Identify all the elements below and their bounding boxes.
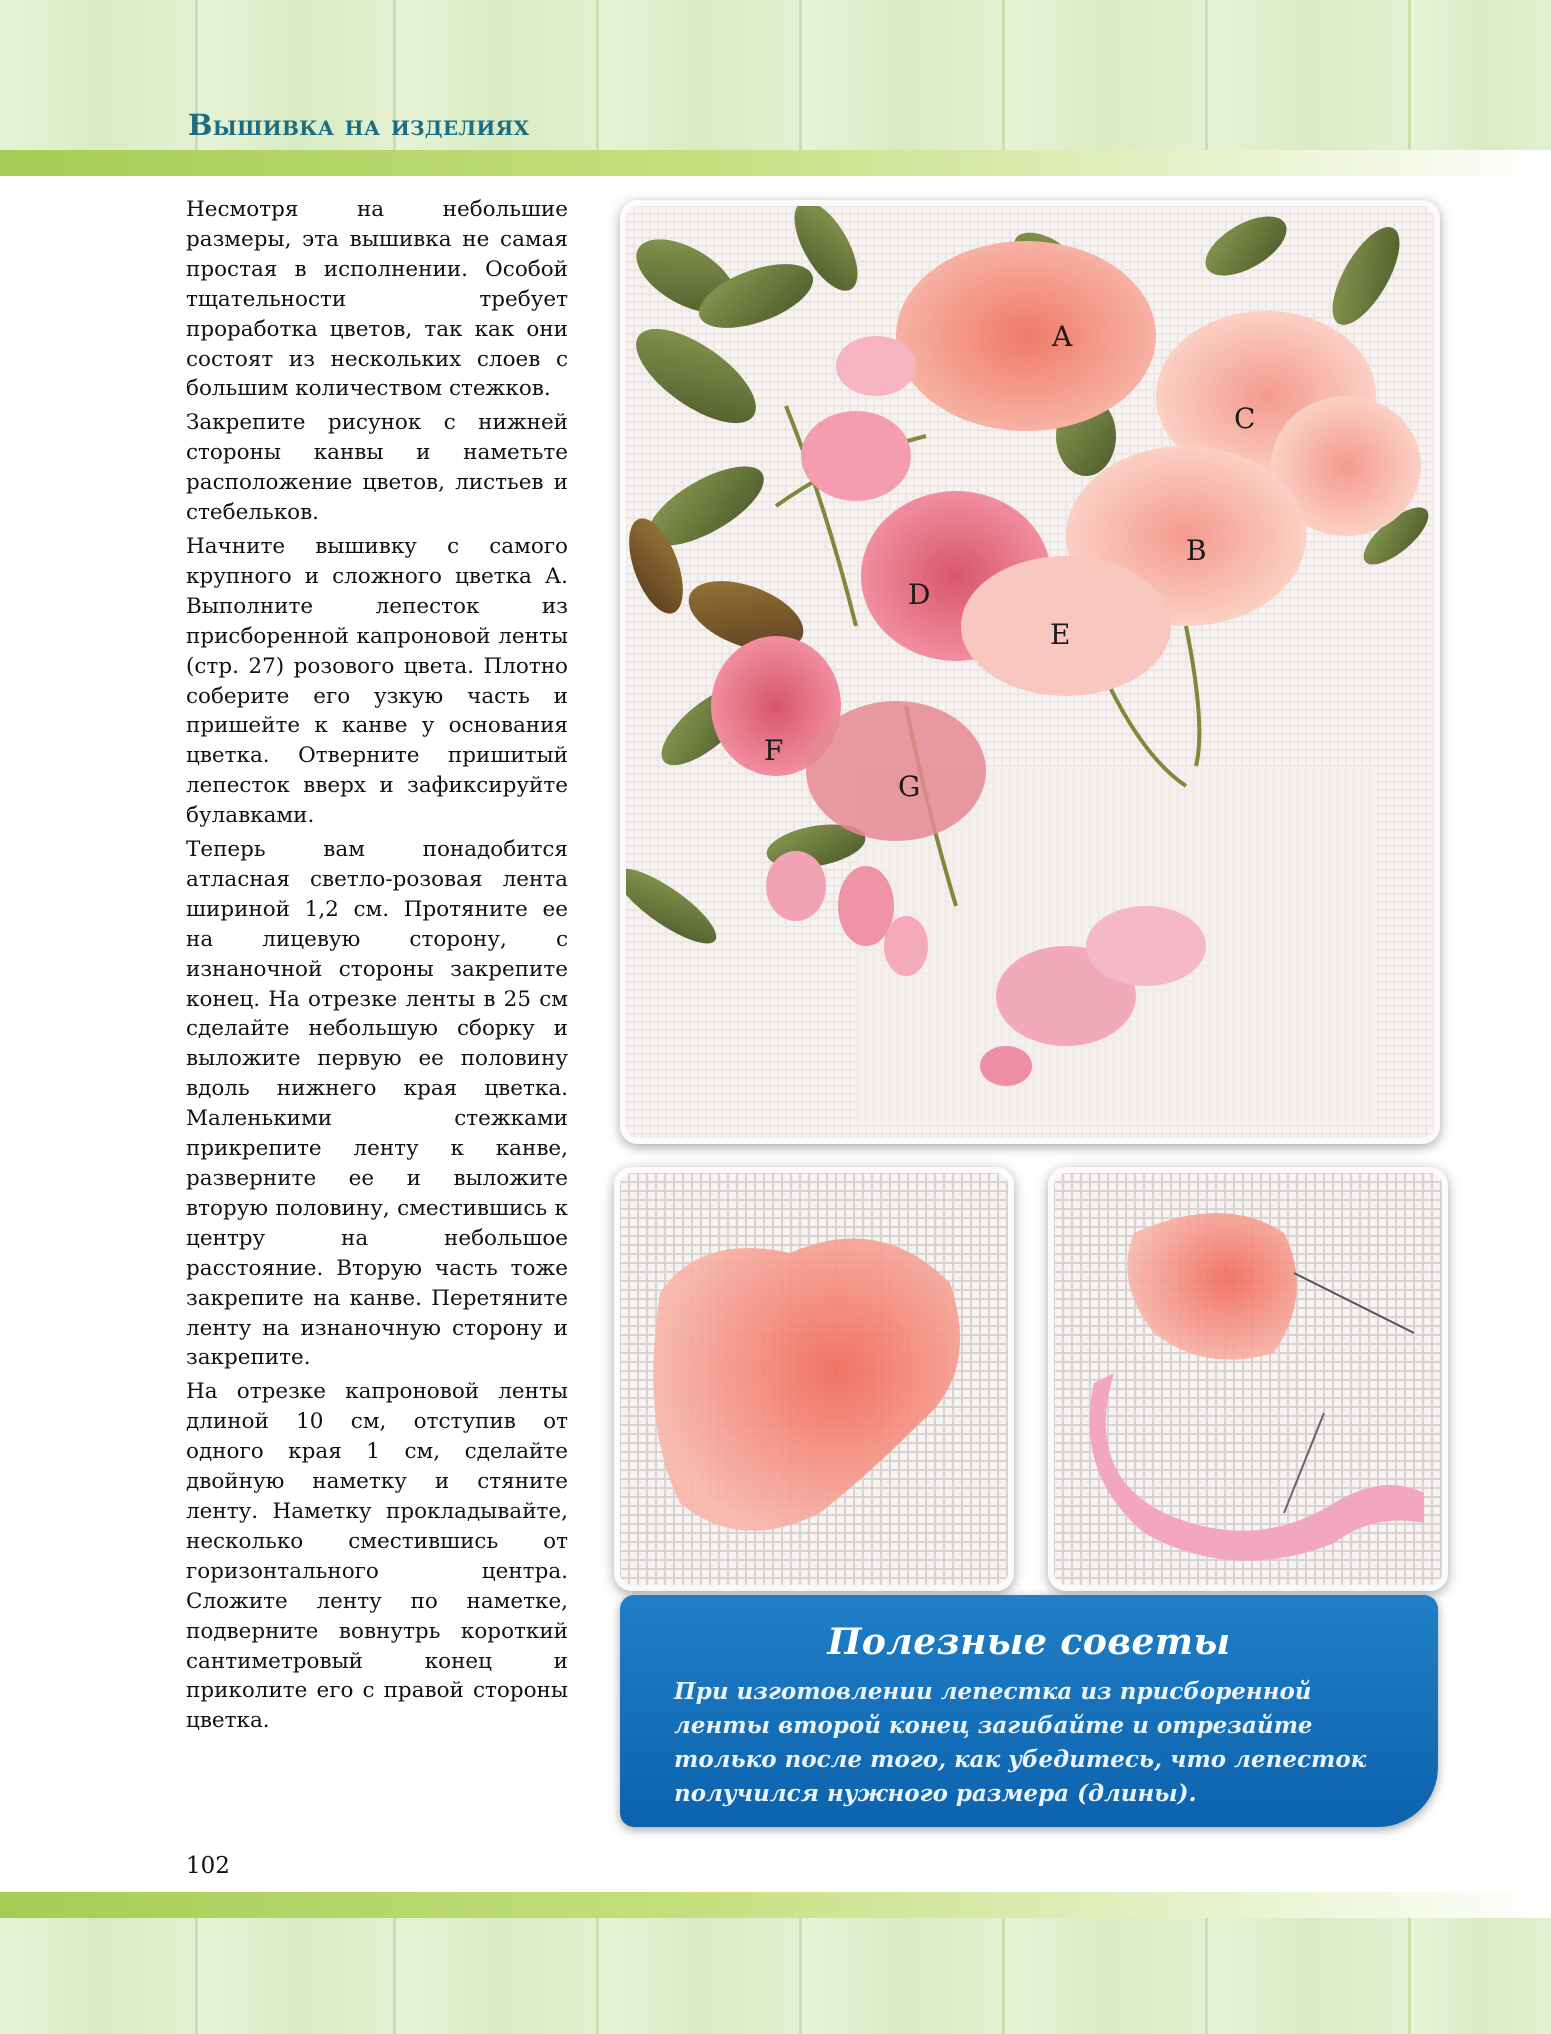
paragraph-5: На отрезке капроновой ленты длиной 10 см, отступив от одного края 1 см, сделайте двойную наметку и стяните ленту. Наметку прокладывайте, несколько сместившись от горизонтального центра. Сложите ленту по наметке, подверните вовнутрь короткий сантиметровый конец и приколите его с правой стороны цветка. (186, 1379, 568, 1734)
flower-label-a: A (1052, 320, 1073, 353)
step-photo-petal (614, 1167, 1014, 1591)
tips-box (620, 1595, 1438, 1827)
step-photo-ribbon (1048, 1167, 1448, 1591)
page-number: 102 (186, 1853, 230, 1879)
body-text (186, 195, 568, 1740)
tips-title: Полезные советы (827, 1621, 1231, 1663)
paragraph-4: Теперь вам понадобится атласная светло-розовая лента шириной 1,2 см. Протяните ее на лицевую сторону, с изнаночной стороны закрепите конец. На отрезке ленты в 25 см сделайте небольшую сборку и выложите первую ее половину вдоль нижнего края цветка. Маленькими стежками прикрепите ленту к канве, разверните ее и выложите вторую половину, сместившись к центру на небольшое расстояние. Вторую часть тоже закрепите на канве. Перетяните ленту на изнаночную сторону и закрепите. (186, 837, 568, 1371)
paragraph-2: Закрепите рисунок с нижней стороны канвы и наметьте расположение цветов, листьев и стебельков. (186, 410, 568, 526)
tips-text: При изготовлении лепестка из присборенной ленты второй конец загибайте и отрезайте только после того, как убедитесь, что лепесток получился нужного размера (длины). (674, 1678, 1367, 1807)
flower-label-b: B (1186, 534, 1207, 567)
flower-label-f: F (764, 734, 784, 767)
paragraph-1: Несмотря на небольшие размеры, эта вышивка не самая простая в исполнении. Особой тщательности требует проработка цветов, так как они состоят из нескольких слоев с большим количеством стежков. (186, 197, 568, 402)
section-title: Вышивка на изделиях (188, 108, 530, 142)
footer-stripe (0, 1892, 1551, 1918)
main-embroidery-photo (620, 200, 1440, 1144)
flower-label-d: D (908, 578, 931, 611)
bottom-decorative-band (0, 1918, 1551, 2034)
flower-label-g: G (898, 770, 921, 803)
header-stripe (0, 150, 1551, 176)
paragraph-3: Начните вышивку с самого крупного и сложного цветка А. Выполните лепесток из присборенной капроновой ленты (стр. 27) розового цвета. Плотно соберите его узкую часть и пришейте к канве у основания цветка. Отверните пришитый лепесток вверх и зафиксируйте булавками. (186, 533, 568, 829)
flower-label-e: E (1050, 618, 1071, 651)
flower-label-c: C (1234, 402, 1256, 435)
